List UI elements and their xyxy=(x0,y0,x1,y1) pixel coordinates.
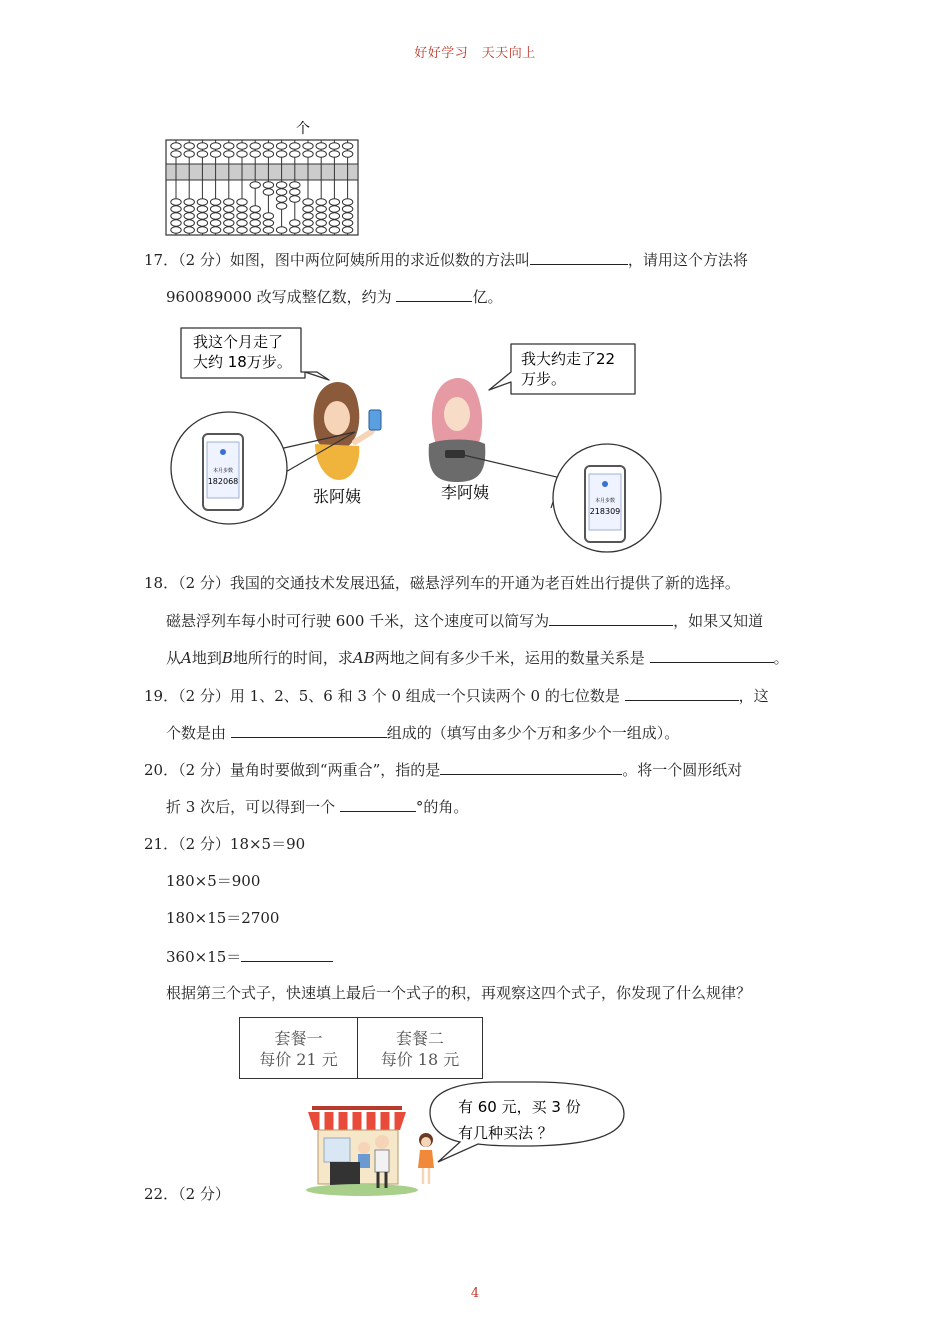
abacus-bead xyxy=(290,182,300,188)
abacus-bead xyxy=(290,220,300,226)
q17-blank-approx[interactable] xyxy=(396,285,472,302)
abacus-bead xyxy=(263,182,273,188)
svg-text:本月步数: 本月步数 xyxy=(594,498,616,504)
abacus-bead xyxy=(184,143,194,149)
abacus-bead xyxy=(303,227,313,233)
abacus-bead xyxy=(329,220,339,226)
abacus-bead xyxy=(250,151,260,157)
abacus-bead xyxy=(276,143,286,149)
q19-line1: 19．（2 分）用 1、2、5、6 和 3 个 0 组成一个只读两个 0 的七位数是 ，这 xyxy=(144,684,769,707)
abacus-bead xyxy=(197,227,207,233)
abacus-bead xyxy=(210,151,220,157)
abacus-bead xyxy=(329,199,339,205)
q20-blank-angle[interactable] xyxy=(340,795,416,812)
abacus-bead xyxy=(342,213,352,219)
abacus-bead xyxy=(237,227,247,233)
abacus-bead xyxy=(224,199,234,205)
svg-text:本月步数: 本月步数 xyxy=(212,468,234,474)
svg-text:万步。: 万步。 xyxy=(521,370,567,388)
q18-line2: 磁悬浮列车每小时可行驶 600 千米，这个速度可以简写为 ，如果又知道 xyxy=(166,609,763,632)
abacus-bead xyxy=(197,199,207,205)
abacus-bead xyxy=(316,220,326,226)
abacus-bead xyxy=(342,206,352,212)
abacus-figure xyxy=(160,116,365,238)
abacus-bead xyxy=(329,143,339,149)
page-number: 4 xyxy=(470,1286,480,1301)
abacus-bead xyxy=(237,206,247,212)
abacus-bead xyxy=(237,143,247,149)
abacus-bead xyxy=(197,213,207,219)
abacus-bead xyxy=(290,227,300,233)
abacus-bead xyxy=(250,143,260,149)
abacus-bead xyxy=(276,196,286,202)
abacus-bead xyxy=(171,227,181,233)
abacus-bead xyxy=(290,143,300,149)
abacus-bead xyxy=(210,227,220,233)
svg-text:有 60 元，买 3 份: 有 60 元，买 3 份 xyxy=(458,1098,581,1116)
svg-text:218309: 218309 xyxy=(589,507,621,516)
abacus-bead xyxy=(316,199,326,205)
abacus-bead xyxy=(224,143,234,149)
abacus-bead xyxy=(263,227,273,233)
q17-line1: 17．（2 分）如图，图中两位阿姨所用的求近似数的方法叫 ，请用这个方法将 xyxy=(144,248,748,271)
abacus-bead xyxy=(250,182,260,188)
abacus-bead xyxy=(316,151,326,157)
abacus-bead xyxy=(224,220,234,226)
q21-line1: 21．（2 分）18×5＝90 xyxy=(144,835,306,853)
page-header: 好好学习 天天向上 xyxy=(414,46,536,61)
abacus-bead xyxy=(276,189,286,195)
abacus-bead xyxy=(210,220,220,226)
woman-li-figure xyxy=(429,378,486,482)
abacus-bead xyxy=(184,206,194,212)
abacus-bead xyxy=(263,189,273,195)
abacus-bead xyxy=(342,220,352,226)
abacus-bead xyxy=(250,213,260,219)
svg-text:李阿姨: 李阿姨 xyxy=(441,483,490,502)
abacus-bead xyxy=(250,227,260,233)
abacus-bead xyxy=(237,213,247,219)
q18-blank-speed[interactable] xyxy=(549,609,673,626)
svg-text:有几种买法 ？: 有几种买法 ？ xyxy=(458,1124,553,1142)
abacus-bead xyxy=(303,143,313,149)
abacus-bead xyxy=(329,151,339,157)
abacus-bead xyxy=(171,220,181,226)
abacus-ones-label: 个 xyxy=(296,121,310,137)
svg-text:大约 18万步。: 大约 18万步。 xyxy=(193,353,292,371)
abacus-bead xyxy=(263,213,273,219)
abacus-bead xyxy=(263,143,273,149)
abacus-bead xyxy=(197,143,207,149)
abacus-bead xyxy=(303,151,313,157)
svg-text:我这个月走了: 我这个月走了 xyxy=(193,333,284,351)
abacus-bead xyxy=(237,220,247,226)
abacus-bead xyxy=(237,199,247,205)
abacus-bead xyxy=(210,199,220,205)
abacus-bead xyxy=(210,213,220,219)
q17-blank-method[interactable] xyxy=(530,248,628,265)
abacus-bead xyxy=(224,151,234,157)
q18-blank-relation[interactable] xyxy=(650,646,774,663)
abacus-bead xyxy=(184,227,194,233)
q19-line2: 个数是由 组成的（填写由多少个万和多少个一组成）。 xyxy=(166,721,679,744)
abacus-bead xyxy=(316,213,326,219)
q20-blank-coincide[interactable] xyxy=(440,758,622,775)
abacus-bead xyxy=(184,220,194,226)
svg-text:张阿姨: 张阿姨 xyxy=(313,487,362,506)
abacus-bead xyxy=(263,220,273,226)
abacus-bead xyxy=(224,213,234,219)
abacus-bead xyxy=(263,151,273,157)
q18-line3: 从A地到B地所行的时间，求AB两地之间有多少千米，运用的数量关系是 。 xyxy=(166,646,789,669)
abacus-bead xyxy=(276,203,286,209)
shop-illustration xyxy=(302,1078,632,1198)
abacus-bead xyxy=(184,151,194,157)
q20-line1: 20．（2 分）量角时要做到“两重合”，指的是 。将一个圆形纸对 xyxy=(144,758,742,781)
abacus-bead xyxy=(290,151,300,157)
abacus-bead xyxy=(290,189,300,195)
q21-eq2: 180×5＝900 xyxy=(166,872,261,890)
abacus-bead xyxy=(197,220,207,226)
q21-eq3: 180×15＝2700 xyxy=(166,909,280,927)
abacus-bead xyxy=(197,206,207,212)
abacus-bead xyxy=(276,182,286,188)
abacus-bead xyxy=(171,143,181,149)
q21-question: 根据第三个式子，快速填上最后一个式子的积，再观察这四个式子，你发现了什么规律？ xyxy=(166,984,752,1002)
abacus-bead xyxy=(197,151,207,157)
q19-blank-composition[interactable] xyxy=(231,721,387,738)
abacus-bead xyxy=(276,151,286,157)
abacus-bead xyxy=(342,143,352,149)
abacus-bead xyxy=(210,206,220,212)
abacus-bead xyxy=(316,206,326,212)
abacus-bead xyxy=(329,227,339,233)
woman-zhang-figure xyxy=(314,382,381,480)
abacus-bead xyxy=(250,206,260,212)
q22-line: 22．（2 分） xyxy=(144,1185,230,1203)
abacus-bead xyxy=(210,143,220,149)
abacus-bead xyxy=(303,220,313,226)
abacus-bead xyxy=(224,206,234,212)
svg-text:我大约走了22: 我大约走了22 xyxy=(521,350,616,368)
abacus-bead xyxy=(329,213,339,219)
abacus-bead xyxy=(342,151,352,157)
q21-blank-product[interactable] xyxy=(241,945,333,962)
abacus-bead xyxy=(276,227,286,233)
q21-line4: 360×15＝ xyxy=(166,945,333,968)
abacus-bead xyxy=(171,199,181,205)
q19-blank-number[interactable] xyxy=(625,684,739,701)
svg-text:182068: 182068 xyxy=(207,477,239,486)
abacus-bead xyxy=(342,199,352,205)
abacus-bead xyxy=(290,196,300,202)
abacus-bead xyxy=(303,206,313,212)
abacus-bead xyxy=(329,206,339,212)
abacus-bead xyxy=(224,227,234,233)
abacus-bead xyxy=(250,220,260,226)
abacus-bead xyxy=(237,151,247,157)
abacus-bead xyxy=(171,151,181,157)
abacus-bead xyxy=(316,227,326,233)
q17-illustration xyxy=(165,322,665,554)
q20-line2: 折 3 次后，可以得到一个 °的角。 xyxy=(166,795,468,818)
abacus-bead xyxy=(184,213,194,219)
q18-line1: 18．（2 分）我国的交通技术发展迅猛，磁悬浮列车的开通为老百姓出行提供了新的选择。 xyxy=(144,574,740,592)
abacus-bead xyxy=(303,199,313,205)
menu-set2: 套餐二 每价 18 元 xyxy=(380,1029,460,1069)
abacus-bead xyxy=(184,199,194,205)
q17-line2: 960089000 改写成整亿数，约为 亿。 xyxy=(166,285,502,308)
abacus-bead xyxy=(342,227,352,233)
abacus-bead xyxy=(171,213,181,219)
abacus-bead xyxy=(171,206,181,212)
abacus-bead xyxy=(316,143,326,149)
menu-set1: 套餐一 每价 21 元 xyxy=(240,1018,358,1078)
abacus-bead xyxy=(303,213,313,219)
menu-table xyxy=(239,1017,483,1079)
